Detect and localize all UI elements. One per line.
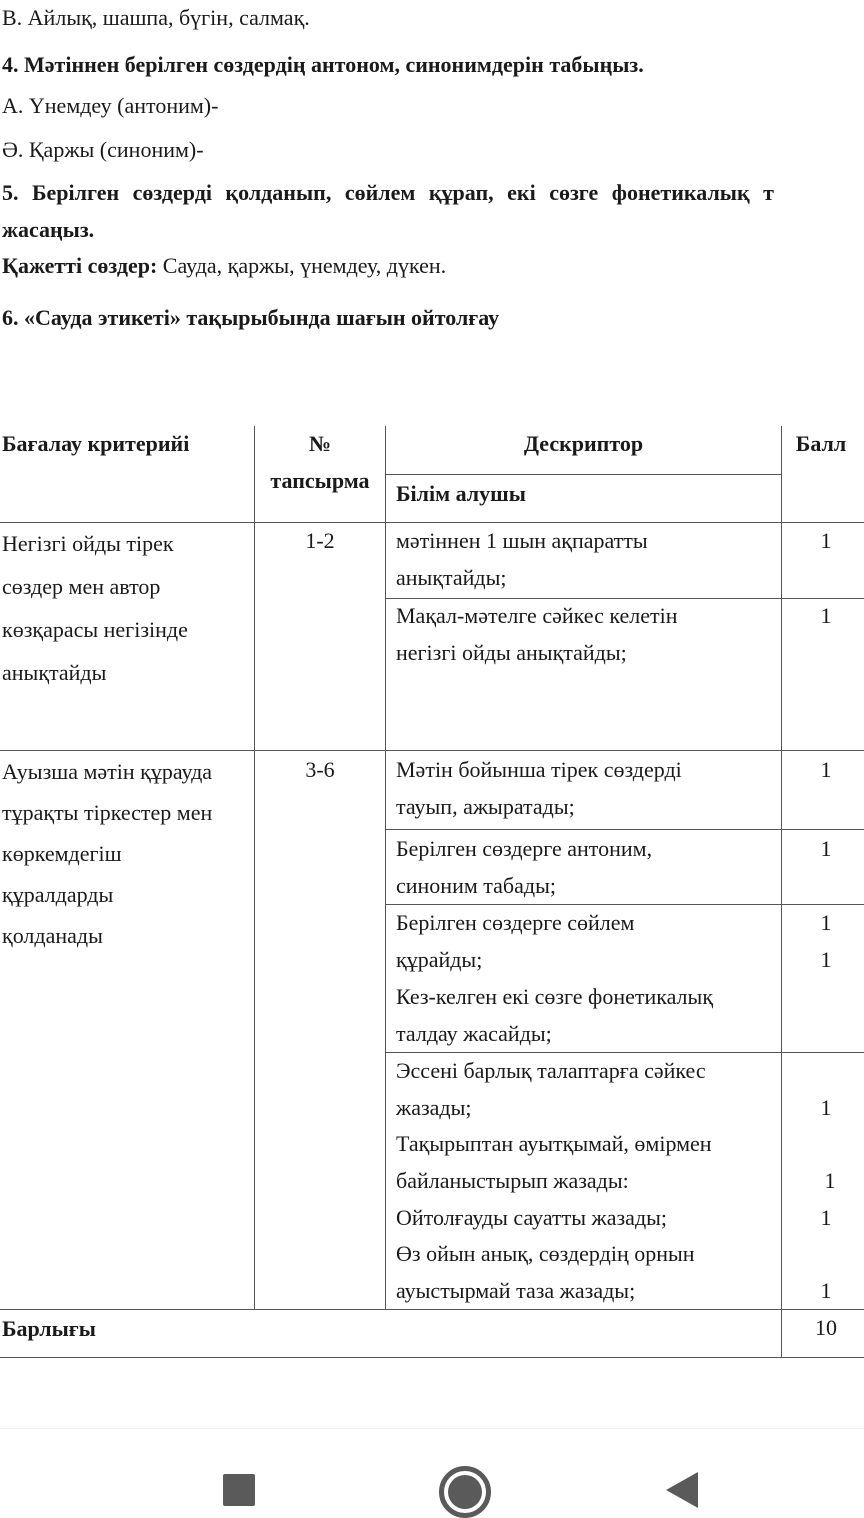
question-5-line1: 5. Берілген сөздерді қолданып, сөйлем құрап, екі сөзге фонетикалық т	[2, 180, 774, 205]
row-2-descriptor-4-line: байланыстырып жазады:	[396, 1168, 629, 1193]
row-2-task: 3-6	[305, 757, 335, 782]
back-triangle-icon[interactable]	[666, 1472, 698, 1508]
table-rule	[0, 1309, 864, 1310]
row-2-score-1: 1	[820, 757, 832, 782]
question-5-words	[2, 251, 446, 281]
row-2-criteria-line: құралдарды	[2, 882, 114, 907]
row-1-score-1: 1	[820, 528, 832, 553]
question-6: 6. «Сауда этикеті» тақырыбында шағын ойтолғау	[2, 305, 500, 330]
row-2-criteria-line: Ауызша мәтін құрауда	[2, 759, 213, 784]
row-2-descriptor-2-line: Берілген сөздерге антоним,	[396, 836, 653, 861]
total-label: Барлығы	[2, 1316, 96, 1341]
row-2-score-4b: 1	[824, 1168, 836, 1193]
row-2-descriptor-3-line: Кез-келген екі сөзге фонетикалық	[396, 984, 714, 1009]
header-student: Білім алушы	[396, 481, 526, 506]
row-2-descriptor-4-line: Эссені барлық талаптарға сәйкес	[396, 1058, 706, 1083]
words-list: Сауда, қаржы, үнемдеу, дүкен.	[157, 253, 447, 278]
row-2-descriptor-4-line: Ойтолғауды сауатты жазады;	[396, 1205, 668, 1230]
question-4-item-b: Ә. Қаржы (синоним)-	[2, 137, 204, 162]
header-criteria: Бағалау критерийі	[2, 431, 190, 456]
row-2-score-4a: 1	[820, 1095, 832, 1120]
header-score: Балл	[795, 431, 847, 456]
row-2-score-3a: 1	[820, 910, 832, 935]
question-4-item-a: А. Үнемдеу (антоним)-	[2, 93, 219, 118]
row-2-descriptor-4-line: Тақырыптан ауытқымай, өмірмен	[396, 1131, 712, 1156]
row-2-descriptor-1-line: тауып, ажыратады;	[396, 794, 575, 819]
row-2-descriptor-4-line: жазады;	[396, 1095, 472, 1120]
row-2-descriptor-1-line: Мәтін бойынша тірек сөздерді	[396, 757, 682, 782]
row-2-descriptor-4-line: Өз ойын анық, сөздердің орнын	[396, 1241, 695, 1266]
row-2-criteria-line: көркемдегіш	[2, 841, 122, 866]
header-task: тапсырма	[270, 468, 370, 493]
recents-square-icon[interactable]	[223, 1474, 255, 1506]
row-2-descriptor-2-line: синоним табады;	[396, 873, 556, 898]
row-2-score-2: 1	[820, 836, 832, 861]
row-2-descriptor-3-line: талдау жасайды;	[396, 1021, 552, 1046]
row-1-criteria-line: Негізгі ойды тірек	[2, 531, 174, 556]
table-rule	[0, 1357, 864, 1358]
row-1-descriptor-2-line: Мақал-мәтелге сәйкес келетін	[396, 603, 678, 628]
home-circle-inner-icon	[448, 1475, 482, 1509]
question-5-line2: жасаңыз.	[2, 217, 95, 242]
row-2-criteria-line: тұрақты тіркестер мен	[2, 800, 213, 825]
row-1-descriptor-1-line: анықтайды;	[396, 565, 507, 590]
row-2-score-4c: 1	[820, 1205, 832, 1230]
navigation-bar	[0, 1428, 864, 1510]
row-2-criteria-line: қолданады	[2, 923, 103, 948]
row-1-score-2: 1	[820, 603, 832, 628]
total-value: 10	[815, 1315, 837, 1340]
row-2-descriptor-3-line: құрайды;	[396, 947, 483, 972]
row-1-task: 1-2	[305, 528, 335, 553]
option-v-line: В. Айлық, шашпа, бүгін, салмақ.	[2, 5, 310, 30]
row-1-descriptor-2-line: негізгі ойды анықтайды;	[396, 640, 627, 665]
table-rule	[385, 426, 386, 1309]
row-1-descriptor-1-line: мәтіннен 1 шын ақпаратты	[396, 528, 648, 553]
table-rule	[254, 426, 255, 1309]
row-1-criteria-line: көзқарасы негізінде	[2, 617, 188, 642]
row-2-score-4d: 1	[820, 1278, 832, 1303]
question-4: 4. Мәтіннен берілген сөздердің антоном, синонимдерін табыңыз.	[2, 52, 644, 77]
row-2-score-3b: 1	[820, 947, 832, 972]
row-1-criteria-line: анықтайды	[2, 660, 107, 685]
row-2-descriptor-3-line: Берілген сөздерге сөйлем	[396, 910, 635, 935]
header-no: №	[308, 431, 332, 456]
row-1-criteria-line: сөздер мен автор	[2, 574, 161, 599]
header-descriptor: Дескриптор	[523, 431, 644, 456]
row-2-descriptor-4-line: ауыстырмай таза жазады;	[396, 1278, 636, 1303]
words-label: Қажетті сөздер:	[2, 253, 158, 278]
